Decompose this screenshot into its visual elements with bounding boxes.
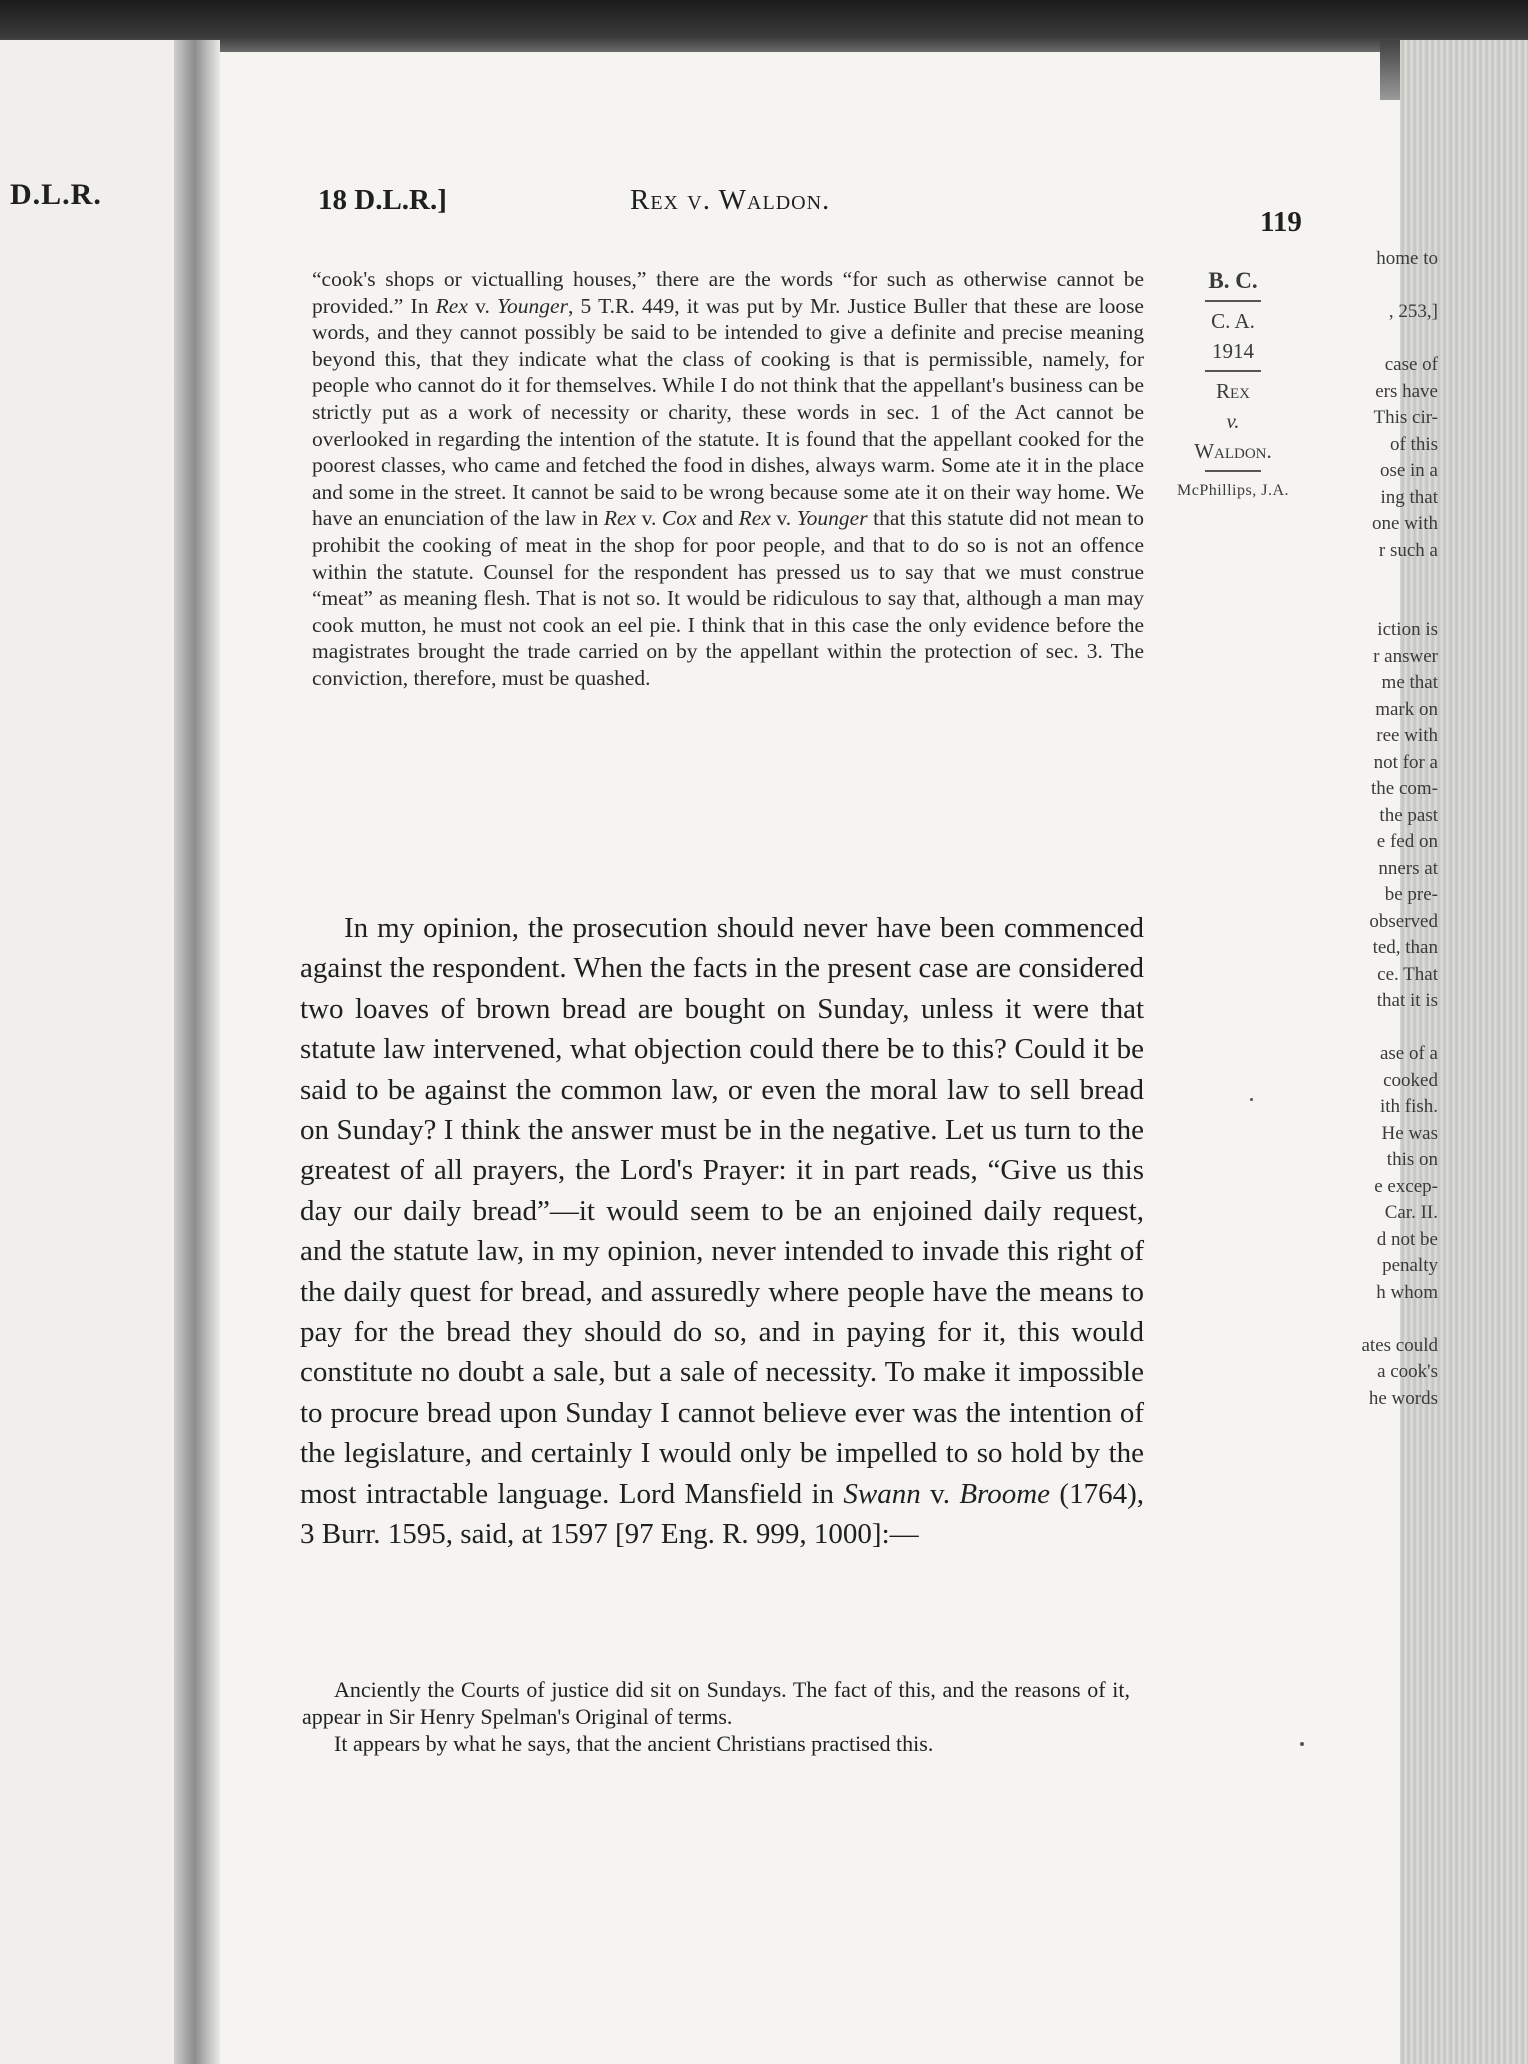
judge-name: McPhillips, J.A.	[1176, 482, 1289, 499]
margin-rule	[1205, 370, 1261, 372]
left-page-line: ted, than	[1372, 937, 1438, 958]
margin-rule	[1205, 300, 1261, 302]
case-waldon: Waldon.	[1194, 439, 1272, 463]
left-page-line: not for a	[1373, 751, 1438, 773]
left-page-line: He was	[1381, 1122, 1438, 1144]
left-page-line: e fed on	[1376, 831, 1438, 852]
left-page-line: ates could	[1361, 1334, 1438, 1356]
left-page-line: r answer	[1373, 645, 1438, 667]
left-page-line: d not be	[1376, 1228, 1438, 1250]
mansfield-quote	[302, 1676, 1130, 1757]
left-page-header: D.L.R.	[10, 178, 102, 211]
ink-speck	[1250, 1098, 1253, 1101]
case-v: v.	[1226, 409, 1240, 433]
left-page-line: of this	[1389, 433, 1438, 455]
left-page-line: that it is	[1376, 990, 1438, 1011]
left-page-line: me that	[1381, 672, 1438, 693]
left-page-line: case of	[1384, 354, 1438, 375]
left-page-line: Car. II.	[1384, 1202, 1438, 1223]
left-page-line: This cir-	[1373, 407, 1438, 428]
left-page	[0, 40, 182, 2064]
judgment-body: In my opinion, the prosecution should never have been commenced against the respondent. When the facts in the present case are considered two loaves of brown bread are bought on Sunday, unless it were that statute law intervened, what objection could there be to this? Could it be said to be against the common law, or even the moral law to sell bread on Sunday? I think the answer must be in the negative. Let us turn to the greatest of all prayers, the Lord's Prayer: it in part reads, “Give us this day our daily bread”—it would seem to be an enjoined daily request, and the statute law, in my opinion, never intended to invade this right of the daily quest for bread, and assuredly where people have the means to pay for the bread they should do so, and in paying for it, this would constitute no doubt a sale, but a sale of necessity. To make it impossible to procure bread upon Sunday I cannot believe ever was the intention of the legislature, and certainly I would only be impelled to so hold by the most intractable language. Lord Mansfield in Swann v. Broome (1764), 3 Burr. 1595, said, at 1597 [97 Eng. R. 999, 1000]:—	[300, 912, 1144, 1551]
left-page-line: mark on	[1375, 698, 1438, 720]
quote-paragraph: Anciently the Courts of justice did sit on Sundays. The fact of this, and the reasons of it, appear in Sir Henry Spelman's Original of terms.	[302, 1677, 1130, 1729]
left-page-line: penalty	[1382, 1255, 1438, 1276]
left-page-line: this on	[1386, 1149, 1438, 1170]
left-page-line: r such a	[1378, 539, 1438, 561]
left-page-line: the com-	[1370, 778, 1438, 799]
quoted-judgment: “cook's shops or victualling houses,” there are the words “for such as otherwise cannot be provided.” In Rex v. Younger, 5 T.R. 449, it was put by Mr. Justice Buller that these are loose words, and they cannot possibly be said to be intended to give a definite and precise meaning beyond this, that they indicate what the class of cooking is that is permissible, namely, for people who cannot do it for themselves. While I do not think that the appellant's business can be strictly put as a work of necessity or charity, these words in sec. 1 of the Act cannot be overlooked in regarding the intention of the statute. It is found that the appellant cooked for the poorest classes, who came and fetched the food in dishes, always warm. Some ate it in the place and some in the street. It cannot be said to be wrong because some ate it on their way home. We have an enunciation of the law in Rex v. Cox and Rex v. Younger that this statute did not mean to prohibit the cooking of meat in the shop for poor people, and that to do so is not an offence within the statute. Counsel for the respondent has pressed us to say that we must construe “meat” as meaning flesh. That is not so. It would be ridiculous to say that, although a man may cook mutton, he must not cook an eel pie. I think that in this case the only evidence before the magistrates brought the trade carried on by the appellant within the protection of sec. 3. The conviction, therefore, must be quashed.	[312, 267, 1145, 690]
left-page-line: ree with	[1376, 725, 1438, 746]
left-page-line: iction is	[1377, 619, 1438, 640]
book-gutter	[174, 40, 220, 2064]
court: C. A.	[1211, 309, 1255, 333]
left-page-line: cooked	[1383, 1069, 1438, 1091]
left-page-line: be pre-	[1384, 884, 1438, 905]
left-page-line: one with	[1372, 513, 1438, 534]
volume-reference: 18 D.L.R.]	[318, 184, 447, 216]
page-number: 119	[1260, 206, 1302, 238]
jurisdiction: B. C.	[1208, 268, 1258, 293]
case-title: Rex v. Waldon.	[630, 184, 831, 216]
margin-rule	[1205, 470, 1261, 472]
left-page-line: ing that	[1380, 486, 1438, 508]
left-page-line: he words	[1368, 1387, 1438, 1409]
left-page-line: observed	[1369, 910, 1438, 932]
left-page-line: e excep-	[1374, 1175, 1438, 1197]
ink-speck	[1300, 1742, 1304, 1746]
left-page-line: , 253,]	[1388, 301, 1438, 322]
left-page-line: ase of a	[1379, 1043, 1438, 1064]
margin-notes	[1158, 266, 1308, 506]
left-page-line: h whom	[1376, 1281, 1438, 1303]
case-rex: Rex	[1215, 379, 1250, 403]
left-page-line: ers have	[1375, 380, 1438, 402]
left-page-line: the past	[1379, 804, 1438, 826]
left-page-line: a cook's	[1377, 1361, 1438, 1382]
left-page-line: home to	[1376, 248, 1438, 269]
left-page-line: ith fish.	[1379, 1096, 1438, 1117]
left-page-line: ose in a	[1379, 460, 1438, 481]
left-page-line: ce. That	[1377, 963, 1438, 985]
scan-top-border	[0, 0, 1528, 52]
left-page-line: nners at	[1378, 857, 1438, 879]
quote-paragraph: It appears by what he says, that the ancient Christians practised this.	[334, 1731, 934, 1756]
year: 1914	[1212, 339, 1254, 363]
